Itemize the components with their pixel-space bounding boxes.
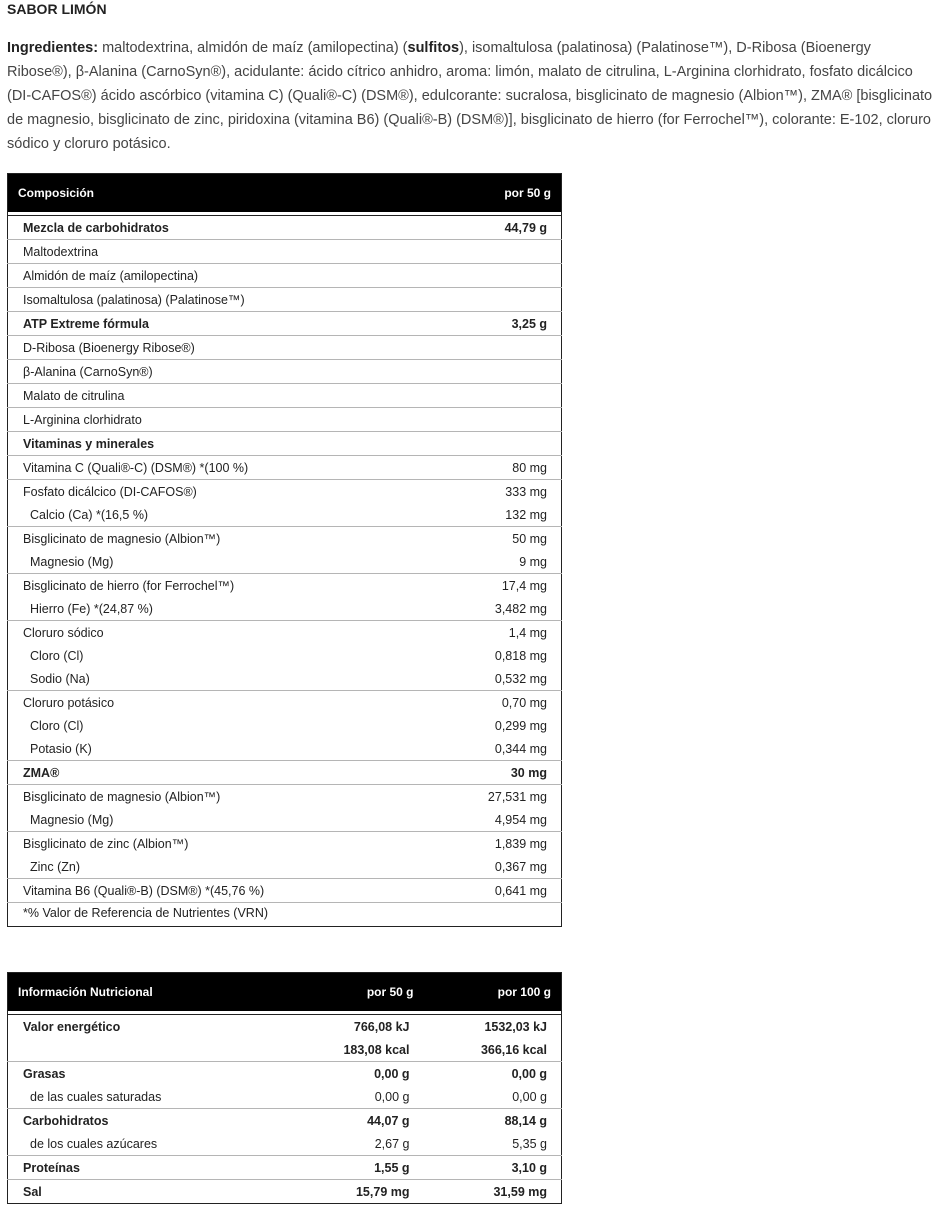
row-value: 30 mg — [425, 761, 562, 785]
table-row — [8, 336, 562, 360]
row-value: 27,531 mg — [425, 785, 562, 809]
row-name: D-Ribosa (Bioenergy Ribose®) — [8, 336, 425, 360]
row-value: 50 mg — [425, 527, 562, 551]
row-value: 17,4 mg — [425, 574, 562, 598]
row-value-per100: 1532,03 kJ — [484, 1019, 547, 1034]
row-value: 44,79 g — [504, 220, 547, 235]
row-value — [425, 336, 562, 360]
row-name: Carbohidratos — [8, 1109, 274, 1133]
row-value-per100: 0,00 g — [424, 1062, 562, 1086]
row-value: 1,839 mg — [425, 832, 562, 856]
row-name: Grasas — [8, 1062, 274, 1086]
row-name: Fosfato dicálcico (DI-CAFOS®) — [8, 480, 425, 504]
table-row — [8, 456, 562, 480]
row-value-per50: 15,79 mg — [274, 1180, 424, 1204]
row-value: 0,641 mg — [425, 879, 562, 903]
nutrition-header-per100: por 100 g — [424, 973, 562, 1011]
table-row — [8, 480, 562, 504]
row-value-per50: 2,67 g — [374, 1136, 410, 1151]
row-name: Bisglicinato de magnesio (Albion™) — [8, 785, 425, 809]
table-row — [8, 668, 562, 691]
row-value-per100: 88,14 g — [424, 1109, 562, 1133]
row-value: 0,818 mg — [494, 649, 547, 663]
table-row — [8, 360, 562, 384]
row-value-per100: 31,59 mg — [424, 1180, 562, 1204]
row-name: Calcio (Ca) *(16,5 %) — [30, 507, 149, 522]
row-name: Almidón de maíz (amilopectina) — [8, 264, 425, 288]
table-row — [8, 312, 562, 336]
table-row — [8, 691, 562, 715]
flavor-title: SABOR LIMÓN — [7, 1, 107, 17]
row-name: de las cuales saturadas — [30, 1089, 162, 1104]
row-name: Sodio (Na) — [30, 671, 90, 686]
nutrition-header-row — [8, 973, 562, 1011]
ingredients-label: Ingredientes: — [7, 40, 99, 56]
ingredients-text — [7, 36, 937, 156]
table-row — [8, 1062, 562, 1086]
row-value-per50: 1,55 g — [274, 1156, 424, 1180]
row-name — [8, 1039, 274, 1062]
nutrition-table — [7, 972, 562, 1204]
row-name: Isomaltulosa (palatinosa) (Palatinose™) — [8, 288, 425, 312]
row-name: ZMA® — [8, 761, 425, 785]
row-name: Proteínas — [8, 1156, 274, 1180]
ingredients-part-a: maltodextrina, almidón de maíz (amilopectina) ( — [98, 40, 408, 56]
row-value-per100: 366,16 kcal — [480, 1042, 547, 1057]
row-value: 4,954 mg — [494, 812, 547, 827]
row-name: Cloruro sódico — [8, 621, 425, 645]
table-row — [8, 645, 562, 668]
row-value-per50: 44,07 g — [274, 1109, 424, 1133]
row-name: Valor energético — [23, 1019, 121, 1034]
row-value — [425, 903, 562, 927]
row-name: Magnesio (Mg) — [30, 554, 114, 569]
row-name: Magnesio (Mg) — [30, 812, 114, 827]
table-row — [8, 856, 562, 879]
table-row — [8, 598, 562, 621]
row-value-per50: 766,08 kJ — [353, 1019, 410, 1034]
table-row — [8, 551, 562, 574]
row-value — [425, 360, 562, 384]
table-row — [8, 216, 562, 240]
row-value: 0,367 mg — [494, 859, 547, 874]
row-value-per50: 183,08 kcal — [343, 1042, 410, 1057]
row-value — [425, 288, 562, 312]
row-name: de los cuales azúcares — [30, 1136, 158, 1151]
table-row — [8, 264, 562, 288]
table-row — [8, 408, 562, 432]
row-value: 9 mg — [519, 554, 547, 569]
row-value: 132 mg — [505, 507, 547, 522]
table-row — [8, 1156, 562, 1180]
table-row — [8, 1180, 562, 1204]
row-name: Maltodextrina — [8, 240, 425, 264]
composition-header-row — [8, 174, 562, 212]
row-value: 333 mg — [425, 480, 562, 504]
row-value — [425, 432, 562, 456]
row-name: ATP Extreme fórmula — [8, 312, 425, 336]
row-value: 1,4 mg — [425, 621, 562, 645]
allergen-sulfites: sulfitos — [407, 40, 460, 56]
nutrition-header-per50: por 50 g — [274, 973, 424, 1011]
composition-header-per50: por 50 g — [425, 174, 562, 212]
composition-table — [7, 173, 562, 927]
row-name: Mezcla de carbohidratos — [23, 220, 169, 235]
row-value — [425, 384, 562, 408]
row-name: Bisglicinato de hierro (for Ferrochel™) — [8, 574, 425, 598]
table-row — [8, 1109, 562, 1133]
row-value-per50: 0,00 g — [374, 1089, 410, 1104]
row-name: Potasio (K) — [30, 741, 92, 756]
table-row — [8, 761, 562, 785]
row-name: Cloro (Cl) — [30, 649, 84, 663]
table-row — [8, 240, 562, 264]
row-value: 0,299 mg — [494, 719, 547, 733]
row-name: Bisglicinato de zinc (Albion™) — [8, 832, 425, 856]
row-value: 0,344 mg — [494, 741, 547, 756]
row-name: *% Valor de Referencia de Nutrientes (VRN) — [8, 903, 425, 927]
row-name: Vitamina C (Quali®-C) (DSM®) *(100 %) — [8, 456, 425, 480]
table-row — [8, 1133, 562, 1156]
row-value-per100: 3,10 g — [424, 1156, 562, 1180]
row-name: Vitamina B6 (Quali®-B) (DSM®) *(45,76 %) — [8, 879, 425, 903]
table-row — [8, 1086, 562, 1109]
table-row — [8, 879, 562, 903]
row-name: Cloro (Cl) — [30, 719, 84, 733]
table-row — [8, 1015, 562, 1039]
row-value: 3,482 mg — [494, 601, 547, 616]
table-row — [8, 832, 562, 856]
row-value — [425, 264, 562, 288]
table-row — [8, 574, 562, 598]
row-value: 0,70 mg — [425, 691, 562, 715]
row-value-per50: 0,00 g — [274, 1062, 424, 1086]
table-row — [8, 288, 562, 312]
table-row — [8, 384, 562, 408]
composition-header-name: Composición — [8, 174, 425, 212]
row-value: 3,25 g — [425, 312, 562, 336]
table-row — [8, 504, 562, 527]
table-row — [8, 621, 562, 645]
row-value — [425, 408, 562, 432]
nutrition-header-name: Información Nutricional — [8, 973, 274, 1011]
row-value — [425, 240, 562, 264]
row-name: Hierro (Fe) *(24,87 %) — [30, 601, 153, 616]
row-value: 80 mg — [425, 456, 562, 480]
row-name: Cloruro potásico — [8, 691, 425, 715]
row-name: L-Arginina clorhidrato — [8, 408, 425, 432]
row-name: Zinc (Zn) — [30, 859, 80, 874]
table-row — [8, 738, 562, 761]
row-value-per100: 0,00 g — [512, 1089, 547, 1104]
table-row — [8, 527, 562, 551]
table-row — [8, 1039, 562, 1062]
row-name: Malato de citrulina — [8, 384, 425, 408]
row-name: β-Alanina (CarnoSyn®) — [8, 360, 425, 384]
table-row — [8, 903, 562, 927]
row-value: 0,532 mg — [494, 671, 547, 686]
row-name: Bisglicinato de magnesio (Albion™) — [8, 527, 425, 551]
ingredients-part-b: ), isomaltulosa (palatinosa) (Palatinose™), D-Ribosa (Bioenergy Ribose®), β-Alanina (CarnoSyn®), acidulante: ácido cítrico anhidro, aroma: limón, malato de citrulina, L-Arginina clorhidrato, fosfato dicálcico (DI-CAFOS®) ácido ascórbico (vitamina C) (Quali®-C) (DSM®), edulcorante: sucralosa, bisglicinato de magnesio (Albion™), ZMA® [bisglicinato de magnesio, bisglicinato de zinc, piridoxina (vitamina B6) (Quali®-B) (DSM®)], bisglicinato de hierro (for Ferrochel™), colorante: E-102, cloruro sódico y cloruro potásico. — [7, 40, 933, 152]
table-row — [8, 809, 562, 832]
table-row — [8, 715, 562, 738]
row-value-per100: 5,35 g — [512, 1136, 547, 1151]
table-row — [8, 785, 562, 809]
row-name: Vitaminas y minerales — [8, 432, 425, 456]
table-row — [8, 432, 562, 456]
row-name: Sal — [8, 1180, 274, 1204]
